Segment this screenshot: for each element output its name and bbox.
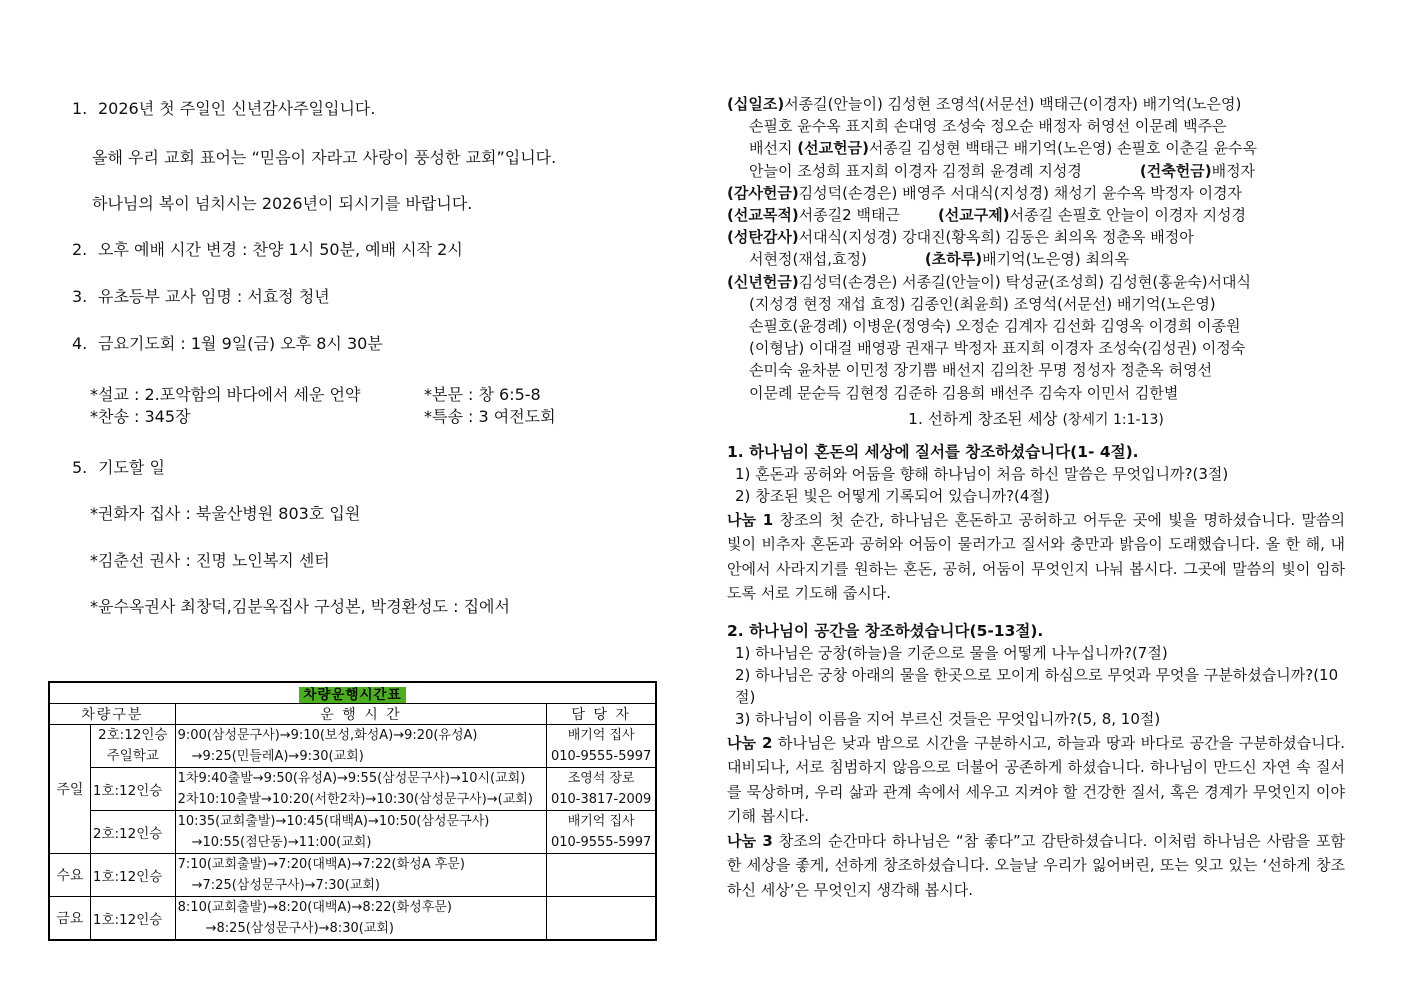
share-2-label: 나눔 2 — [727, 733, 773, 752]
route-line-1: 1차9:40출발→9:50(유성A)→9:55(삼성문구사)→10시(교회) — [177, 771, 526, 786]
day-sunday: 주일 — [49, 725, 90, 854]
route-cell — [175, 897, 547, 941]
offerings-list: (십일조)서종길(안늘이) 김성현 조영석(서문선) 백태근(이경자) 배기억(노은영) 손필호 윤수옥 표지희 손대영 조성숙 정오순 배정자 허영선 이문례 백주은 배선지 (선교헌금)서종길 김성현 백태근 배기억(노은영) 손필호 이춘길 윤수옥 안늘이 조성희 표지희 이경자 김정희 윤경례 지성경 (건축헌금)배정자 (감사헌금)김성덕(손경은) 배영주 서대식(지성경) 채성기 윤수옥 박정자 이경자 (선교목적)서종길2 백태근 (선교구제)서종길 손필호 안늘이 이경자 지성경 (성탄감사)서대식(지성경) 강대진(황옥희) 김동은 최의옥 정춘옥 배정아 서현정(재섭,효정) (초하루)배기억(노은영) 최의옥 (신년헌금)김성덕(손경은) 서종길(안늘이) 탁성균(조성희) 김성현(홍윤숙)서대식 (지성경 현정 재섭 효정) 김종인(최윤희) 조영석(서문선) 배기억(노은영) 손필호(윤경례) 이병운(정영숙) 오정순 김계자 김선화 김영옥 이경희 이종원 (이형남) 이대걸 배영광 권재구 박정자 표지희 이경자 조성숙(김성권) 이정숙 손미숙 윤차분 이민정 장기쁨 배선지 김의찬 무명 정성자 정춘옥 허영선 이문례 문순득 김현정 김준하 김용희 배선주 김숙자 이민서 김한별 — [727, 95, 1257, 402]
lesson-title: 1. 선하게 창조된 세상 (창세기 1:1-13) — [908, 409, 1164, 428]
question-1-1: 1) 혼돈과 공허와 어둠을 향해 하나님이 처음 하신 말씀은 무엇입니까?(3절) — [735, 465, 1229, 484]
question-2-3: 3) 하나님이 이름을 지어 부르신 것들은 무엇입니까?(5, 8, 10절) — [735, 710, 1161, 729]
share-2: 나눔 2 하나님은 낮과 밤으로 시간을 구분하시고, 하늘과 땅과 바다로 공간을 구분하셨습니다. 대비되나, 서로 침범하지 않음으로 더불어 공존하게 하셨습니다. 하나님이 만드신 자연 속 질서를 묵상하며, 우리 삶과 관계 속에서 세우고 지켜야 할 건강한 질서, 혹은 경계가 무엇인지 이야기해 봅시다. — [727, 733, 1346, 826]
offering-label-thanks: (감사헌금) — [727, 183, 799, 202]
table-row — [49, 725, 656, 768]
vehicle-note: 주일학교 — [106, 748, 159, 764]
header-time: 운 행 시 간 — [175, 704, 547, 725]
manager-phone: 010-9555-5997 — [550, 835, 652, 850]
header-vehicle: 차량구분 — [49, 704, 175, 725]
vehicle-cell: 1호:12인승 — [90, 854, 175, 897]
share-1-label: 나눔 1 — [727, 510, 774, 529]
question-2-2: 2) 하나님은 궁창 아래의 물을 한곳으로 모이게 하심으로 무엇과 무엇을 구분하셨습니까?(10절) — [735, 666, 1339, 707]
route-line-2: →7:25(삼성문구사)→7:30(교회) — [191, 878, 381, 893]
announcement-1: 1. 2026년 첫 주일인 신년감사주일입니다. — [72, 99, 376, 118]
announcement-4: 4. 금요기도회 : 1월 9일(금) 오후 8시 30분 — [72, 334, 383, 353]
announcement-1-blessing: 하나님의 복이 넘치시는 2026년이 되시기를 바랍니다. — [92, 194, 473, 213]
announcement-3: 3. 유초등부 교사 임명 : 서효정 청년 — [72, 287, 330, 306]
friday-sermon: *설교 : 2.포악함의 바다에서 세운 언약 — [90, 385, 361, 404]
offering-label-tithe: (십일조) — [727, 95, 785, 113]
prayer-item-1: *권화자 집사 : 북울산병원 803호 입원 — [90, 504, 361, 523]
manager-cell — [547, 768, 656, 811]
manager-cell — [547, 725, 656, 768]
manager-phone: 010-3817-2009 — [550, 792, 652, 807]
right-column — [727, 93, 1345, 902]
route-line-2: →10:55(점단동)→11:00(교회) — [191, 835, 372, 850]
announcement-1-motto: 올해 우리 교회 표어는 “믿음이 자라고 사랑이 풍성한 교회”입니다. — [92, 148, 557, 167]
manager-cell — [547, 854, 656, 897]
announcement-5: 5. 기도할 일 — [72, 458, 165, 477]
day-wednesday: 수요 — [49, 854, 90, 897]
table-row — [49, 854, 656, 897]
share-1: 나눔 1 창조의 첫 순간, 하나님은 혼돈하고 공허하고 어두운 곳에 빛을 명하셨습니다. 말씀의 빛이 비추자 혼돈과 공허와 어둠이 물러가고 질서와 충만과 밝음이 도래했습니다. 올 한 해, 내 안에서 사라지기를 원하는 혼돈, 공허, 어둠이 무엇인지 나눠 봅시다. 그곳에 말씀의 빛이 임하도록 서로 기도해 줍시다. — [727, 510, 1345, 603]
day-friday: 금요 — [49, 897, 90, 941]
header-manager: 담 당 자 — [547, 704, 656, 725]
vehicle-cell: 2호:12인승 — [90, 811, 175, 854]
route-line-1: 10:35(교회출발)→10:45(대백A)→10:50(삼성문구사) — [177, 814, 490, 829]
vehicle-name: 2호:12인승 — [98, 727, 168, 743]
vehicle-cell: 1호:12인승 — [90, 897, 175, 941]
route-line-1: 7:10(교회출발)→7:20(대백A)→7:22(화성A 후문) — [177, 857, 465, 872]
route-line-2: →8:25(삼성문구사)→8:30(교회) — [205, 921, 395, 936]
question-2-heading: 2. 하나님이 공간을 창조하셨습니다(5-13절). — [727, 621, 1044, 640]
route-cell — [175, 725, 547, 768]
offering-label-mission-purpose: (선교목적) — [727, 206, 799, 225]
prayer-item-2: *김춘선 권사 : 진명 노인복지 센터 — [90, 551, 330, 570]
question-1-2: 2) 창조된 빛은 어떻게 기록되어 있습니까?(4절) — [735, 487, 1050, 506]
offering-label-first-day: (초하루) — [924, 250, 983, 269]
question-1-heading: 1. 하나님이 혼돈의 세상에 질서를 창조하셨습니다(1- 4절). — [727, 443, 1139, 462]
offering-label-mission: (선교헌금) — [797, 139, 869, 158]
route-line-2: →9:25(민들레A)→9:30(교회) — [191, 749, 364, 764]
offering-label-christmas: (성탄감사) — [727, 228, 799, 247]
table-row — [49, 768, 656, 811]
prayer-item-3: *윤수옥권사 최창덕,김분옥집사 구성본, 박경환성도 : 집에서 — [90, 597, 510, 616]
friday-scripture: *본문 : 창 6:5-8 — [424, 385, 541, 404]
route-line-2: 2차10:10출발→10:20(서한2차)→10:30(삼성문구사)→(교회) — [177, 792, 533, 807]
friday-special-song: *특송 : 3 여전도회 — [424, 407, 556, 426]
route-line-1: 8:10(교회출발)→8:20(대백A)→8:22(화성후문) — [177, 900, 452, 915]
manager-name: 배기억 집사 — [567, 728, 635, 743]
vehicle-schedule-table — [48, 681, 657, 941]
manager-cell — [547, 811, 656, 854]
manager-phone: 010-9555-5997 — [550, 749, 652, 764]
table-row — [49, 897, 656, 941]
question-2-1: 1) 하나님은 궁창(하늘)을 기준으로 물을 어떻게 나누십니까?(7절) — [735, 643, 1168, 662]
offering-label-new-year: (신년헌금) — [727, 272, 799, 291]
announcement-2: 2. 오후 예배 시간 변경 : 찬양 1시 50분, 예배 시작 2시 — [72, 240, 463, 259]
offering-label-relief: (선교구제) — [937, 206, 1010, 225]
share-3: 나눔 3 창조의 순간마다 하나님은 “참 좋다”고 감탄하셨습니다. 이처럼 하나님은 사람을 포함한 세상을 좋게, 선하게 창조하셨습니다. 오늘날 우리가 잃어버린, 또는 잊고 있는 ‘선하게 창조하신 세상’은 무엇인지 생각해 봅시다. — [727, 831, 1345, 899]
schedule-title-cell — [49, 682, 656, 704]
route-line-1: 9:00(삼성문구사)→9:10(보성,화성A)→9:20(유성A) — [177, 728, 478, 743]
manager-name: 배기억 집사 — [567, 814, 635, 829]
lesson-reference: (창세기 1:1-13) — [1062, 411, 1164, 428]
table-row — [49, 811, 656, 854]
share-3-label: 나눔 3 — [727, 831, 773, 850]
manager-cell — [547, 897, 656, 941]
route-cell — [175, 854, 547, 897]
manager-name: 조영석 장로 — [567, 771, 635, 786]
offering-label-building: (건축헌금) — [1139, 161, 1212, 180]
schedule-title: 차량운행시간표 — [299, 687, 405, 703]
vehicle-cell: 1호:12인승 — [90, 768, 175, 811]
route-cell — [175, 768, 547, 811]
friday-hymn: *찬송 : 345장 — [90, 407, 191, 426]
route-cell — [175, 811, 547, 854]
vehicle-cell — [90, 725, 175, 768]
